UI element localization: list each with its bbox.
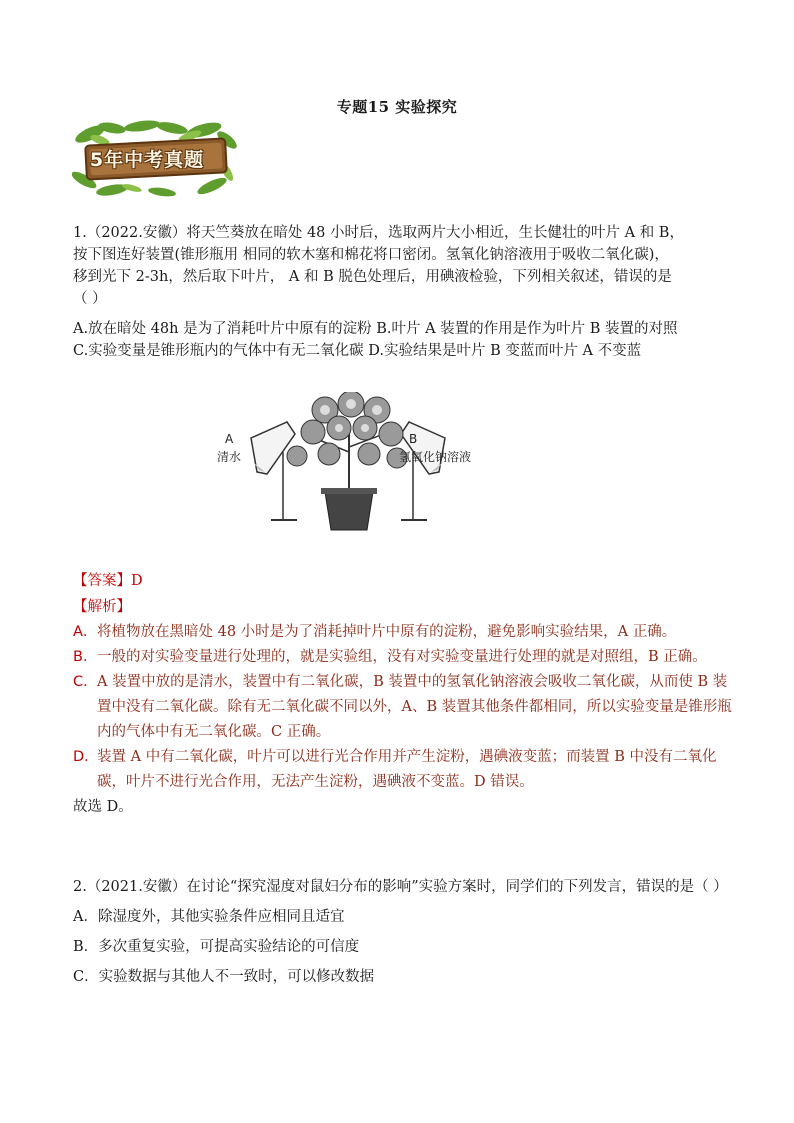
analysis-conclusion: 故选 D。 (73, 799, 133, 815)
question-1-line: 按下图连好装置(锥形瓶用 相同的软木塞和棉花将口密闭。氢氧化钠溶液用于吸收二氧化碳)， (73, 247, 669, 263)
question-1-options-line: A.放在暗处 48h 是为了消耗叶片中原有的淀粉 B.叶片 A 装置的作用是作为叶片 B 装置的对照 (73, 321, 678, 337)
analysis-item-letter: C． (73, 674, 98, 690)
experiment-figure (205, 392, 495, 532)
question-1-line: （ ） (73, 291, 107, 307)
analysis-item-text: 装置 A 中有二氧化碳，叶片可以进行光合作用并产生淀粉，遇碘液变蓝；而装置 B 中没有二氧化碳，叶片不进行光合作用，无法产生淀粉，遇碘液不变蓝。D 错误。 (97, 749, 717, 790)
label-a-water: 清水 (217, 450, 242, 464)
question-2-stem: 2.（2021.安徽）在讨论“探究湿度对鼠妇分布的影响”实验方案时，同学们的下列发言，错误的是（ ） (73, 879, 728, 895)
answer-line (73, 570, 143, 592)
question-2-option: B．多次重复实验，可提高实验结论的可信度 (73, 939, 360, 955)
analysis-item (73, 645, 733, 670)
answer-tag: 【答案】 (73, 573, 131, 589)
banner-text: 5年中考真题 (89, 148, 205, 171)
analysis-item-letter: D． (73, 749, 99, 765)
label-a: A (225, 432, 234, 446)
analysis-item (73, 745, 733, 795)
question-1-line: 移到光下 2-3h，然后取下叶片， A 和 B 脱色处理后，用碘液检验，下列相关叙述，错误的是 (73, 269, 672, 285)
question-2-option: A．除湿度外，其他实验条件应相同且适宜 (73, 909, 345, 925)
page-title: 专题15 实验探究 (336, 98, 458, 116)
analysis-item-text: 一般的对实验变量进行处理的，就是实验组，没有对实验变量进行处理的就是对照组，B 正确。 (97, 649, 707, 665)
question-1-line: 1.（2022.安徽）将天竺葵放在暗处 48 小时后，选取两片大小相近，生长健壮的叶片 A 和 B， (73, 225, 684, 241)
analysis-item-letter: A． (73, 624, 98, 640)
question-1-options-line: C.实验变量是锥形瓶内的气体中有无二氧化碳 D.实验结果是叶片 B 变蓝而叶片 A 不变蓝 (73, 343, 642, 359)
label-b-naoh: 氢氧化钠溶液 (399, 450, 472, 464)
analysis-item (73, 670, 733, 745)
answer-value: D (131, 573, 143, 589)
analysis-item-text: 将植物放在黑暗处 48 小时是为了消耗掉叶片中原有的淀粉，避免影响实验结果，A 正确。 (97, 624, 677, 640)
analysis-item-text: A 装置中放的是清水，装置中有二氧化碳，B 装置中的氢氧化钠溶液会吸收二氧化碳，从而使 B 装置中没有二氧化碳。除有无二氧化碳不同以外，A、B 装置其他条件都相同，所以实验变量是锥形瓶内的气体中有无二氧化碳。C 正确。 (97, 674, 732, 740)
label-b: B (409, 432, 418, 446)
question-1-options (73, 318, 723, 362)
analysis-item-letter: B． (73, 649, 98, 665)
question-2-option: C．实验数据与其他人不一致时，可以修改数据 (73, 969, 375, 985)
question-1-stem (73, 222, 723, 310)
question-2 (73, 872, 733, 992)
analysis-item (73, 620, 733, 645)
analysis-body (73, 620, 733, 820)
analysis-title: 【解析】 (73, 599, 131, 615)
